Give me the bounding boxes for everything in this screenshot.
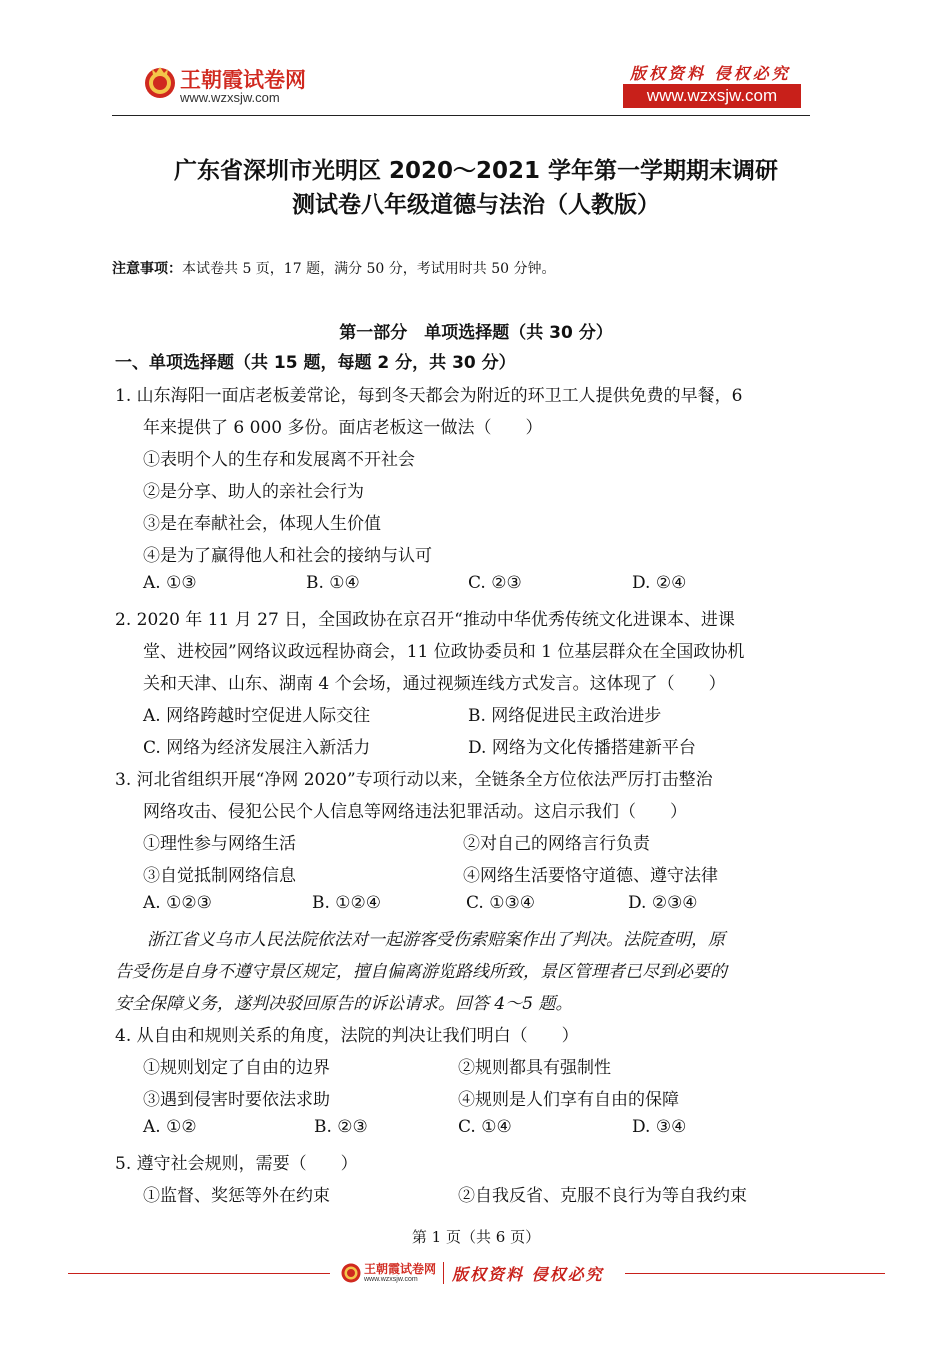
footer-divider-left bbox=[68, 1273, 330, 1274]
q1-option-b: B. ①④ bbox=[306, 573, 360, 593]
q2-option-d: D. 网络为文化传播搭建新平台 bbox=[468, 738, 696, 758]
q2-option-b: B. 网络促进民主政治进步 bbox=[468, 706, 662, 726]
brand-logo-icon bbox=[143, 64, 177, 100]
q4-option-c: C. ①④ bbox=[458, 1117, 512, 1137]
q3-option-d: D. ②③④ bbox=[628, 893, 698, 913]
notice-text: 本试卷共 5 页，17 题，满分 50 分，考试用时共 50 分钟。 bbox=[182, 261, 556, 277]
footer-brand-name: 王朝霞试卷网 bbox=[364, 1262, 437, 1276]
part-heading: 第一部分 单项选择题（共 30 分） bbox=[339, 323, 613, 343]
q3-statement: ③自觉抵制网络信息 bbox=[143, 866, 296, 886]
page-title-line2: 测试卷八年级道德与法治（人教版） bbox=[292, 192, 660, 218]
brand-url-link[interactable]: www.wzxsjw.com bbox=[180, 90, 280, 105]
brand-name: 王朝霞试卷网 bbox=[180, 68, 306, 92]
material-line1: 浙江省义乌市人民法院依法对一起游客受伤索赔案作出了判决。法院查明，原 bbox=[147, 930, 725, 950]
q4-statement: ①规则划定了自由的边界 bbox=[143, 1058, 330, 1078]
q1-stem-line2: 年来提供了 6 000 多份。面店老板这一做法（ ） bbox=[143, 418, 543, 438]
q2-stem-line2: 堂、进校园”网络议政远程协商会，11 位政协委员和 1 位基层群众在全国政协机 bbox=[143, 642, 745, 662]
q4-statement: ③遇到侵害时要依法求助 bbox=[143, 1090, 330, 1110]
material-line3: 安全保障义务，遂判决驳回原告的诉讼请求。回答 4～5 题。 bbox=[115, 994, 573, 1014]
footer-divider-right bbox=[625, 1273, 885, 1274]
material-line2: 告受伤是自身不遵守景区规定，擅自偏离游览路线所致，景区管理者已尽到必要的 bbox=[115, 962, 727, 982]
q3-statement: ①理性参与网络生活 bbox=[143, 834, 296, 854]
q4-option-d: D. ③④ bbox=[632, 1117, 687, 1137]
header-divider bbox=[112, 115, 810, 116]
q3-stem-line2: 网络攻击、侵犯公民个人信息等网络违法犯罪活动。这启示我们（ ） bbox=[143, 802, 687, 822]
notice-label: 注意事项： bbox=[112, 261, 182, 277]
section-heading: 一、单项选择题（共 15 题，每题 2 分，共 30 分） bbox=[115, 353, 516, 373]
q1-statement: ③是在奉献社会，体现人生价值 bbox=[143, 514, 381, 534]
q4-statement: ②规则都具有强制性 bbox=[458, 1058, 611, 1078]
q4-stem: 4. 从自由和规则关系的角度，法院的判决让我们明白（ ） bbox=[115, 1026, 579, 1046]
q1-statement: ④是为了赢得他人和社会的接纳与认可 bbox=[143, 546, 432, 566]
q1-statement: ①表明个人的生存和发展离不开社会 bbox=[143, 450, 415, 470]
q4-option-a: A. ①② bbox=[143, 1117, 197, 1137]
q5-stem: 5. 遵守社会规则，需要（ ） bbox=[115, 1154, 358, 1174]
footer-separator bbox=[443, 1262, 444, 1284]
q5-statement: ②自我反省、克服不良行为等自我约束 bbox=[458, 1186, 747, 1206]
q3-option-b: B. ①②④ bbox=[312, 893, 382, 913]
q2-option-c: C. 网络为经济发展注入新活力 bbox=[143, 738, 371, 758]
q2-option-a: A. 网络跨越时空促进人际交往 bbox=[143, 706, 371, 726]
q1-option-c: C. ②③ bbox=[468, 573, 522, 593]
copyright-notice: 版权资料 侵权必究 bbox=[630, 64, 791, 83]
q1-stem-line1: 1. 山东海阳一面店老板姜常论，每到冬天都会为附近的环卫工人提供免费的早餐，6 bbox=[115, 386, 743, 406]
q3-stem-line1: 3. 河北省组织开展“净网 2020”专项行动以来，全链条全方位依法严厉打击整治 bbox=[115, 770, 713, 790]
footer-brand-url[interactable]: www.wzxsjw.com bbox=[364, 1276, 418, 1283]
q1-statement: ②是分享、助人的亲社会行为 bbox=[143, 482, 364, 502]
q4-option-b: B. ②③ bbox=[314, 1117, 368, 1137]
q2-stem-line3: 关和天津、山东、湖南 4 个会场，通过视频连线方式发言。这体现了（ ） bbox=[143, 674, 726, 694]
exam-notice bbox=[112, 258, 556, 278]
q3-statement: ④网络生活要恪守道德、遵守法律 bbox=[463, 866, 718, 886]
q4-statement: ④规则是人们享有自由的保障 bbox=[458, 1090, 679, 1110]
q3-option-a: A. ①②③ bbox=[143, 893, 212, 913]
footer-copyright-notice: 版权资料 侵权必究 bbox=[452, 1265, 604, 1284]
q1-option-d: D. ②④ bbox=[632, 573, 687, 593]
footer-logo-icon bbox=[340, 1261, 362, 1283]
q5-statement: ①监督、奖惩等外在约束 bbox=[143, 1186, 330, 1206]
url-banner[interactable]: www.wzxsjw.com bbox=[623, 84, 801, 108]
page-number: 第 1 页（共 6 页） bbox=[411, 1228, 541, 1246]
q3-statement: ②对自己的网络言行负责 bbox=[463, 834, 650, 854]
q3-option-c: C. ①③④ bbox=[466, 893, 535, 913]
q2-stem-line1: 2. 2020 年 11 月 27 日，全国政协在京召开“推动中华优秀传统文化进课本、进课 bbox=[115, 610, 735, 630]
page-title-line1: 广东省深圳市光明区 2020～2021 学年第一学期期末调研 bbox=[173, 158, 779, 184]
q1-option-a: A. ①③ bbox=[143, 573, 197, 593]
